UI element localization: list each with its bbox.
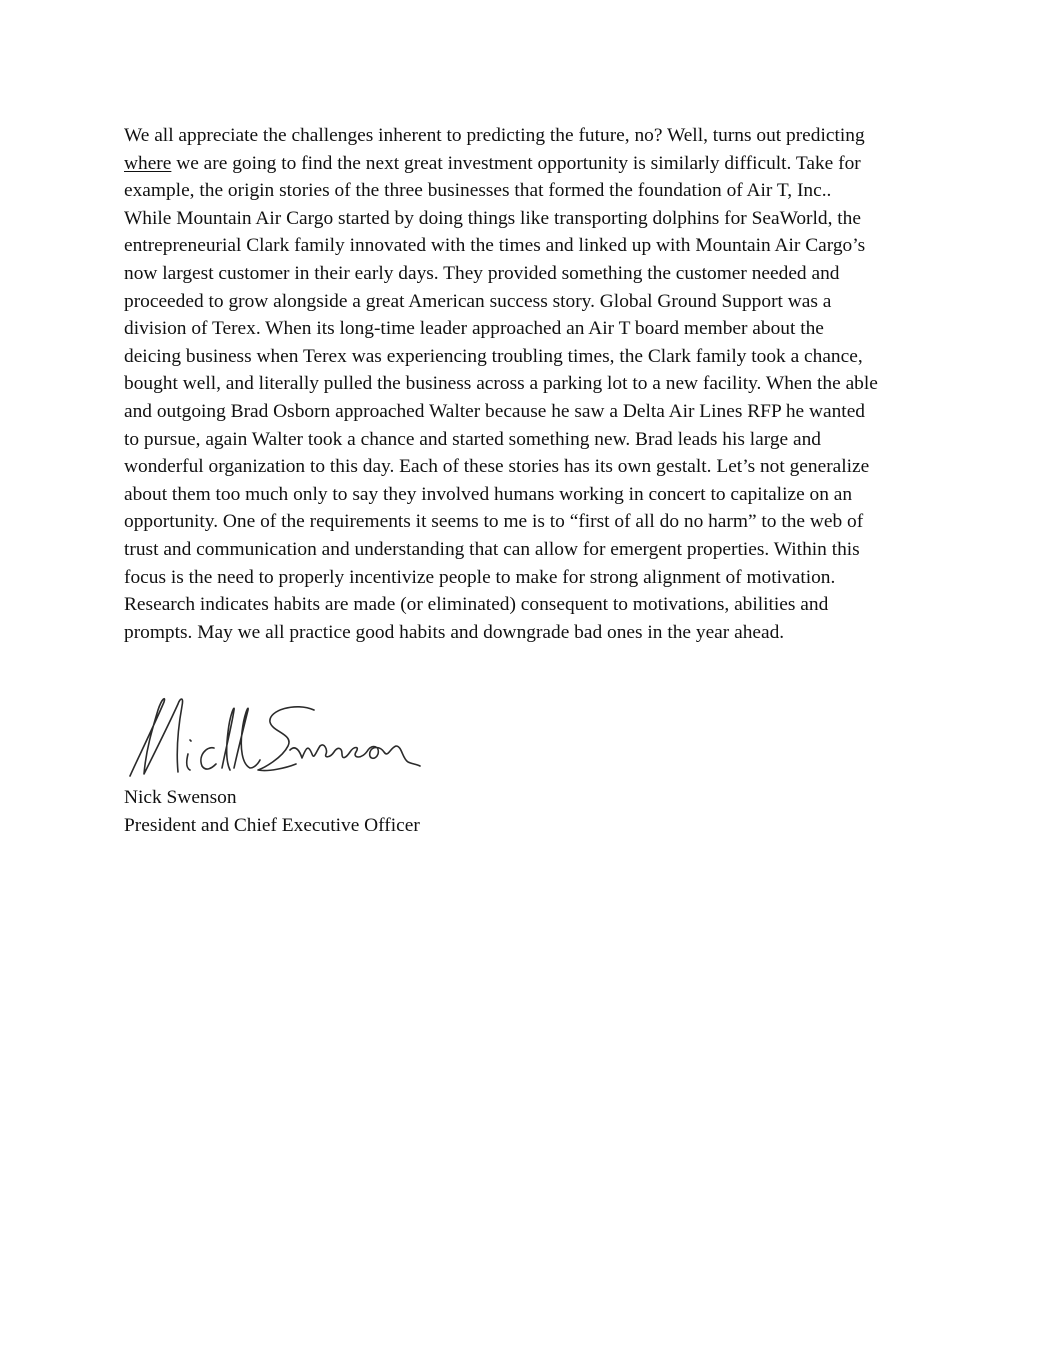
letter-line-rest: we are going to find the next great investment opportunity is similarly difficult. Take for bbox=[171, 152, 861, 174]
letter-line: division of Terex. When its long-time leader approached an Air T board member about the bbox=[124, 318, 824, 340]
letter-body bbox=[124, 122, 939, 646]
letter-line: now largest customer in their early days. They provided something the customer needed and bbox=[124, 262, 840, 284]
letter-line: focus is the need to properly incentivize people to make for strong alignment of motivation. bbox=[124, 566, 836, 588]
letter-line: We all appreciate the challenges inherent to predicting the future, no? Well, turns out predicting bbox=[124, 125, 865, 146]
letter-line: to pursue, again Walter took a chance and started something new. Brad leads his large and bbox=[124, 428, 822, 450]
letter-line: example, the origin stories of the three businesses that formed the foundation of Air T, Inc.. bbox=[124, 180, 832, 202]
letter-line: bought well, and literally pulled the business across a parking lot to a new facility. When the able bbox=[124, 373, 878, 395]
letter-line: trust and communication and understanding that can allow for emergent properties. Within this bbox=[124, 538, 860, 560]
letter-line: deicing business when Terex was experiencing troubling times, the Clark family took a chance, bbox=[124, 345, 863, 367]
signer-name: Nick Swenson bbox=[124, 787, 237, 808]
letter-line: Research indicates habits are made (or eliminated) consequent to motivations, abilities and bbox=[124, 594, 829, 616]
letter-line: about them too much only to say they involved humans working in concert to capitalize on an bbox=[124, 483, 853, 505]
letter-line: wonderful organization to this day. Each of these stories has its own gestalt. Let’s not generalize bbox=[124, 456, 870, 478]
letter-line: entrepreneurial Clark family innovated with the times and linked up with Mountain Air Cargo’s bbox=[124, 235, 866, 257]
letter-line: and outgoing Brad Osborn approached Walter because he saw a Delta Air Lines RFP he wanted bbox=[124, 400, 865, 422]
emphasis-word: where bbox=[124, 152, 172, 174]
letter-line bbox=[124, 150, 939, 178]
letter-line: proceeded to grow alongside a great American success story. Global Ground Support was a bbox=[124, 290, 832, 312]
handwritten-signature bbox=[118, 688, 428, 788]
signature-block bbox=[124, 784, 420, 840]
letter-line: prompts. May we all practice good habits and downgrade bad ones in the year ahead. bbox=[124, 621, 785, 643]
signer-title: President and Chief Executive Officer bbox=[124, 815, 420, 836]
letter-line: opportunity. One of the requirements it seems to me is to “first of all do no harm” to the web of bbox=[124, 511, 864, 533]
letter-line: While Mountain Air Cargo started by doing things like transporting dolphins for SeaWorld, the bbox=[124, 207, 861, 229]
